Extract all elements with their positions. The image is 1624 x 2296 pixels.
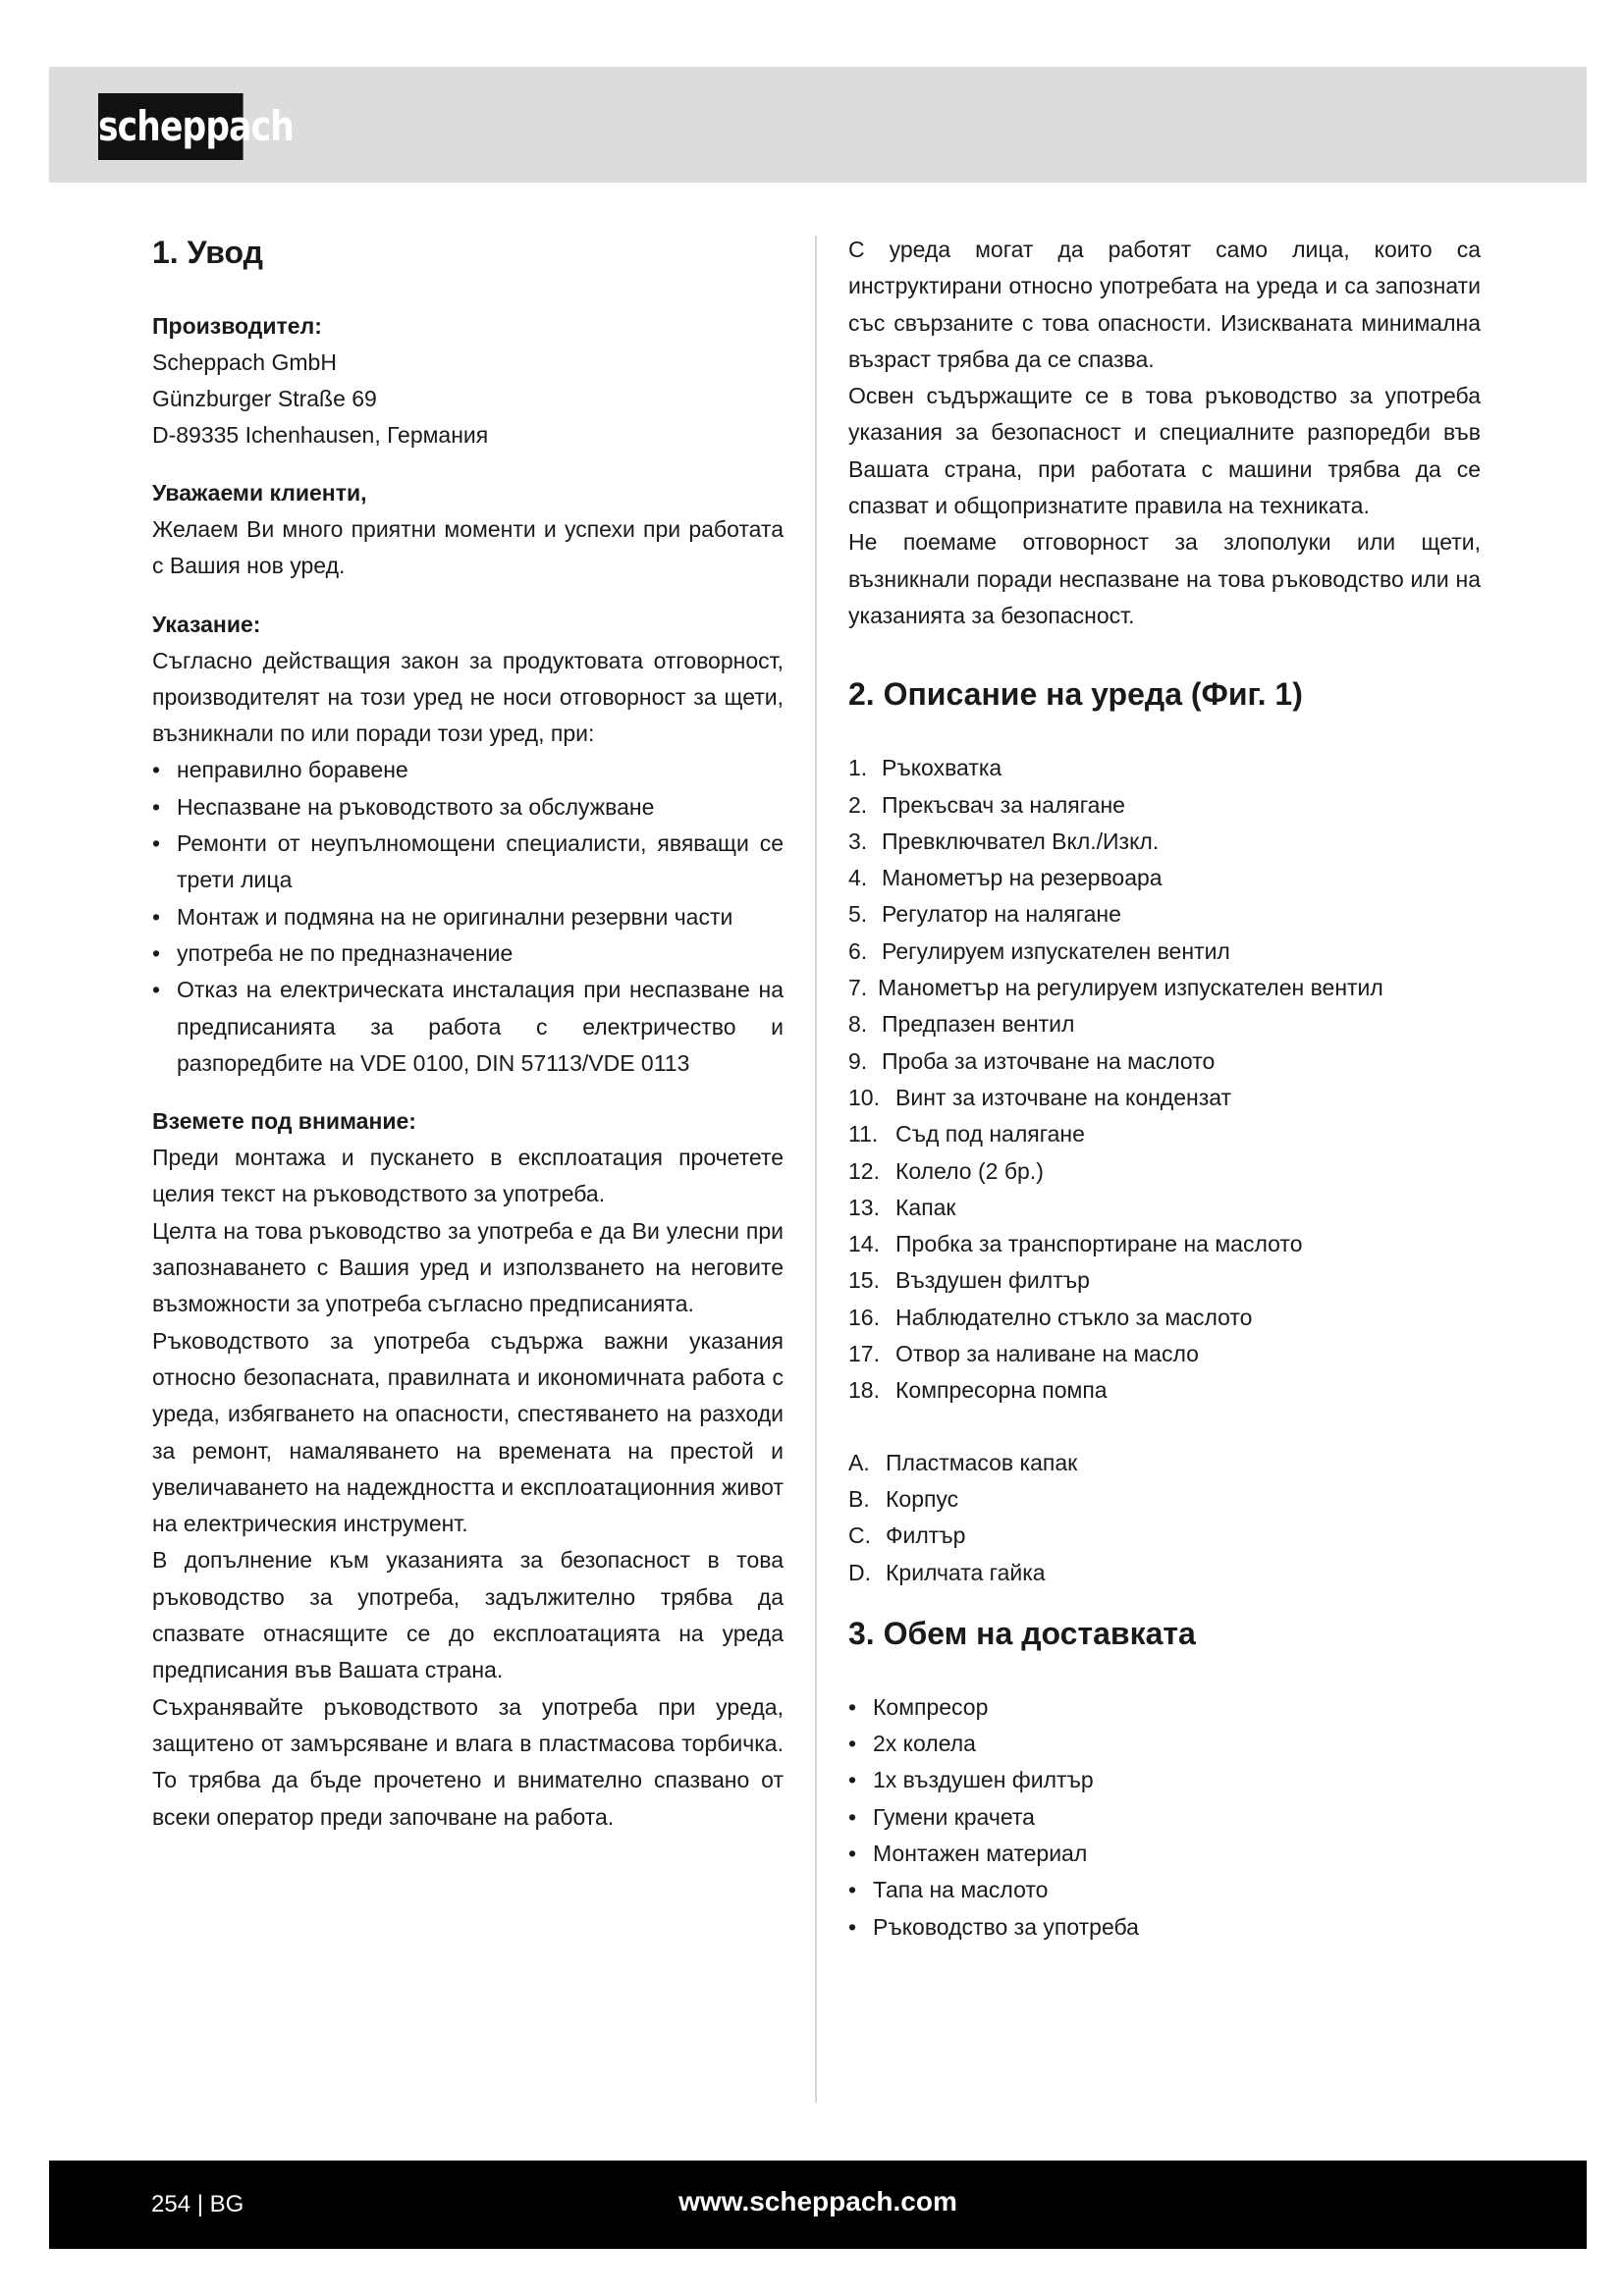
- manufacturer-line: Scheppach GmbH: [152, 349, 337, 375]
- list-item: • Тапа на маслото: [848, 1872, 1481, 1908]
- list-item: 1. Ръкохватка: [848, 755, 1002, 781]
- section-title-delivery: 3. Обем на доставката: [848, 1615, 1196, 1651]
- list-item: B. Корпус: [848, 1485, 959, 1512]
- intro-paragraph: Освен съдържащите се в това ръководство за употреба указания за безопасност и специалните разпоредби във Вашата страна, при работата с машини трябва да се спазват и общопризнатите правила на техниката.: [848, 383, 1481, 519]
- notice-text: Съгласно действащия закон за продуктовата отговорност, производителят на този уред не носи отговорност за щети, възникнали по или поради този уред, при:: [152, 647, 784, 747]
- list-item: 5. Регулатор на налягане: [848, 901, 1121, 928]
- notice-bullet-list: [152, 752, 784, 1082]
- manufacturer-label: Производител:: [152, 313, 322, 339]
- list-item: • неправилно боравене: [152, 752, 784, 788]
- list-item: • Ръководство за употреба: [848, 1909, 1481, 1946]
- list-item: • Ремонти от неупълномощени специалисти, явяващи се трети лица: [152, 826, 784, 899]
- list-item: A. Пластмасов капак: [848, 1449, 1078, 1475]
- intro-paragraph: С уреда могат да работят само лица, които са инструктирани относно употребата на уреда и са запознати със свързаните с това опасности. Изискваната минимална възраст трябва да се спазва.: [848, 237, 1481, 372]
- list-item: 18. Компресорна помпа: [848, 1377, 1108, 1404]
- attention-paragraph: Ръководството за употреба съдържа важни указания относно безопасната, правилната и икономичната работа с уреда, избягването на опасности, спестяването на разходи за ремонт, намаляването на времената на престой и увеличаването на надеждността и експлоатационния живот на електрическия инструмент.: [152, 1327, 784, 1537]
- list-item: • Гумени крачета: [848, 1799, 1481, 1836]
- manufacturer-line: Günzburger Straße 69: [152, 386, 377, 411]
- left-column: [152, 232, 784, 1836]
- website-link[interactable]: www.scheppach.com: [678, 2186, 957, 2216]
- list-item: 3. Превключвател Вкл./Изкл.: [848, 828, 1160, 854]
- list-item: • Монтаж и подмяна на не оригинални резервни части: [152, 899, 784, 935]
- attention-paragraph: Целта на това ръководство за употреба е да Ви улесни при запознаването с Вашия уред и използването на неговите възможности за употреба съгласно предписанията.: [152, 1217, 784, 1317]
- column-divider: [815, 236, 817, 2103]
- list-item: D. Крилчата гайка: [848, 1559, 1046, 1585]
- list-item: 10. Винт за източване на кондензат: [848, 1084, 1232, 1110]
- notice-label: Указание:: [152, 611, 261, 637]
- greeting-label: Уважаеми клиенти,: [152, 480, 367, 506]
- list-item: 12. Колело (2 бр.): [848, 1157, 1044, 1184]
- intro-paragraph: Не поемаме отговорност за злополуки или щети, възникнали поради неспазване на това ръководство или на указанията за безопасност.: [848, 529, 1481, 628]
- attention-paragraph: Преди монтажа и пускането в експлоатация прочетете целия текст на ръководството за употреба.: [152, 1145, 784, 1207]
- list-item: • Компресор: [848, 1689, 1481, 1726]
- section-title-description: 2. Описание на уреда (Фиг. 1): [848, 676, 1303, 713]
- list-item: 8. Предпазен вентил: [848, 1011, 1075, 1038]
- list-item: 17. Отвор за наливане на масло: [848, 1341, 1199, 1367]
- footer-bar: [49, 2161, 1587, 2249]
- list-item: 14. Пробка за транспортиране на маслото: [848, 1231, 1303, 1257]
- attention-paragraph: Съхранявайте ръководството за употреба при уреда, защитено от замърсяване и влага в пластмасова торбичка. То трябва да бъде прочетено и внимателно спазвано от всеки оператор преди започване на работа.: [152, 1693, 784, 1830]
- list-item: 11. Съд под налягане: [848, 1121, 1085, 1148]
- section-title-intro: 1. Увод: [152, 235, 263, 270]
- attention-paragraph: В допълнение към указанията за безопасност в това ръководство за употреба, задължително трябва да спазвате отнасящите се до експлоатацията на уреда предписания във Вашата страна.: [152, 1547, 784, 1683]
- delivery-list: [848, 1689, 1481, 1946]
- list-item: 6. Регулируем изпускателен вентил: [848, 937, 1230, 964]
- list-item: C. Филтър: [848, 1522, 966, 1549]
- scheppach-logo: scheppach: [98, 93, 244, 160]
- list-item: 13. Капак: [848, 1194, 956, 1220]
- list-item: 9. Проба за източване на маслото: [848, 1047, 1216, 1074]
- list-item: • употреба не по предназначение: [152, 935, 784, 972]
- parts-list-continued: [848, 1080, 1481, 1410]
- list-item: 4. Манометър на резервоара: [848, 865, 1163, 891]
- list-item: 15. Въздушен филтър: [848, 1267, 1090, 1294]
- list-item: • Монтажен материал: [848, 1836, 1481, 1872]
- list-item: • Неспазване на ръководството за обслужване: [152, 789, 784, 826]
- greeting-text: Желаем Ви много приятни моменти и успехи при работата с Вашия нов уред.: [152, 516, 784, 579]
- list-item: • 1x въздушен филтър: [848, 1762, 1481, 1798]
- attention-label: Вземете под внимание:: [152, 1108, 416, 1135]
- list-item: 2. Прекъсвач за налягане: [848, 791, 1125, 818]
- right-column: [848, 232, 1481, 1946]
- list-item: 7. Манометър на регулируем изпускателен вентил: [848, 975, 1383, 1001]
- filter-parts-list: [848, 1445, 1481, 1591]
- manufacturer-line: D-89335 Ichenhausen, Германия: [152, 422, 489, 448]
- header-band: [49, 67, 1587, 183]
- list-item: • Отказ на електрическата инсталация при неспазване на предписанията за работа с електричество и разпоредбите на VDE 0100, DIN 57113/VDE 0113: [152, 972, 784, 1082]
- parts-list: [848, 750, 1481, 1080]
- list-item: • 2x колела: [848, 1726, 1481, 1762]
- page-number: 254 | BG: [151, 2191, 244, 2217]
- list-item: 16. Наблюдателно стъкло за маслото: [848, 1304, 1253, 1330]
